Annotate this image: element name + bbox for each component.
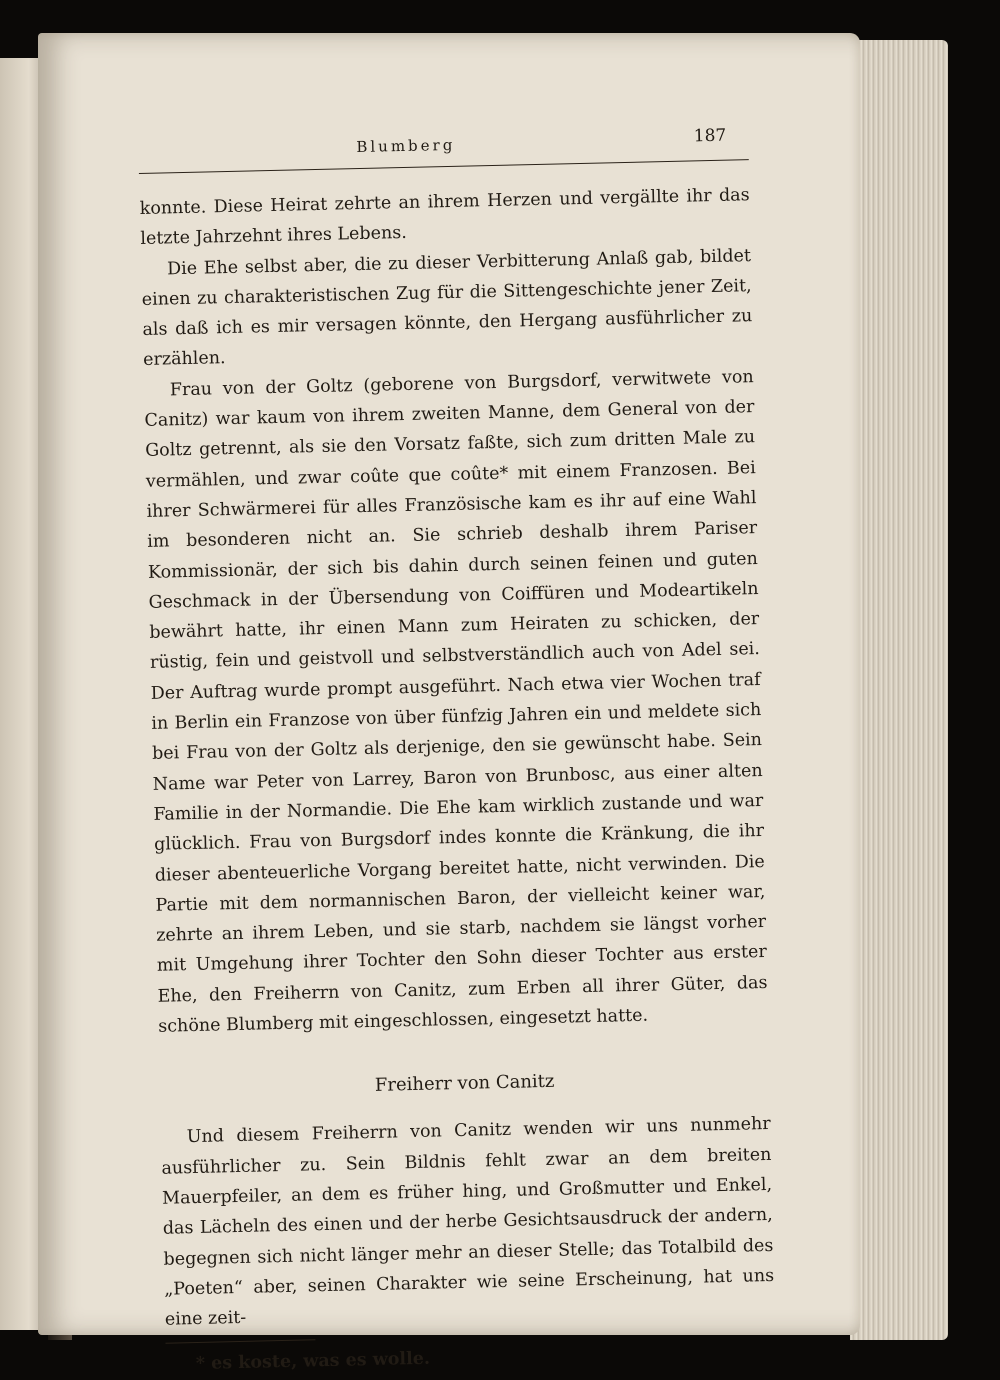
footnote-divider — [165, 1340, 315, 1344]
page-block-edges — [850, 40, 948, 1340]
section-paragraph: Und diesem Freiherrn von Canitz wenden wir uns nunmehr ausführlicher zu. Sein Bildnis fehlt zwar an dem breiten Mauerpfeiler, an dem es früher hing, und Großmutter und Enkel, das Lächeln des einen und der herbe Gesichtsausdruck der andern, begegnen sich nicht länger mehr an dieser Stelle; das Totalbild des „Poeten“ aber, seinen Charakter wie seine Erscheinung, hat uns eine zeit- — [161, 1114, 775, 1330]
page-content — [138, 119, 776, 1380]
footnote: * es koste, was es wolle. — [195, 1349, 431, 1375]
section-heading: Freiherr von Canitz — [374, 1071, 555, 1097]
running-title: Blumberg — [356, 135, 456, 157]
paragraph: Die Ehe selbst aber, die zu dieser Verbitterung Anlaß gab, bildet einen zu charakteristischen Zug für die Sittengeschichte jener Zeit, als daß ich es mir versagen könnte, den Hergang ausführlicher zu erzählen. — [141, 245, 753, 371]
paragraph: Frau von der Goltz (geborene von Burgsdorf, verwitwete von Canitz) war kaum von ihrem zweiten Manne, dem General von der Goltz getrennt, als sie den Vorsatz faßte, sich zum dritten Male zu vermählen, und zwar coûte que coûte* mit einem Franzosen. Bei ihrer Schwärmerei für alles Französische kam es ihr auf eine Wahl im besonderen nicht an. Sie schrieb deshalb ihrem Pariser Kommissionär, der sich bis dahin durch seinen feinen und guten Geschmack in der Übersendung von Coiffüren und Modeartikeln bewährt hatte, ihr einen Mann zum Heiraten zu schicken, der rüstig, fein und geistvoll und selbstverständlich auch von Adel sei. Der Auftrag wurde prompt ausgeführt. Nach etwa vier Wochen traf in Berlin ein Franzose von über fünfzig Jahren ein und meldete sich bei Frau von der Goltz als derjenige, den sie gewünscht habe. Sein Name war Peter von Larrey, Baron von Brunbosc, aus einer alten Familie in der Normandie. Die Ehe kam wirklich zustande und war glücklich. Frau von Burgsdorf indes konnte die Kränkung, die ihr dieser abenteuerliche Vorgang bereitet hatte, nicht verwinden. Die Partie mit dem normannischen Baron, der vielleicht keiner war, zehrte an ihrem Leben, und sie starb, nachdem sie längst vorher mit Umgehung ihrer Tochter den Sohn dieser Tochter aus erster Ehe, den Freiherrn von Canitz, zum Erben all ihrer Güter, das schöne Blumberg mit eingeschlossen, eingesetzt hatte. — [144, 366, 768, 1037]
body-text — [139, 160, 776, 1380]
paragraph-continued: konnte. Diese Heirat zehrte an ihrem Herzen und vergällte ihr das letzte Jahrzehnt ihres Lebens. — [139, 185, 750, 250]
book-page — [38, 33, 860, 1375]
page-number: 187 — [693, 125, 727, 147]
